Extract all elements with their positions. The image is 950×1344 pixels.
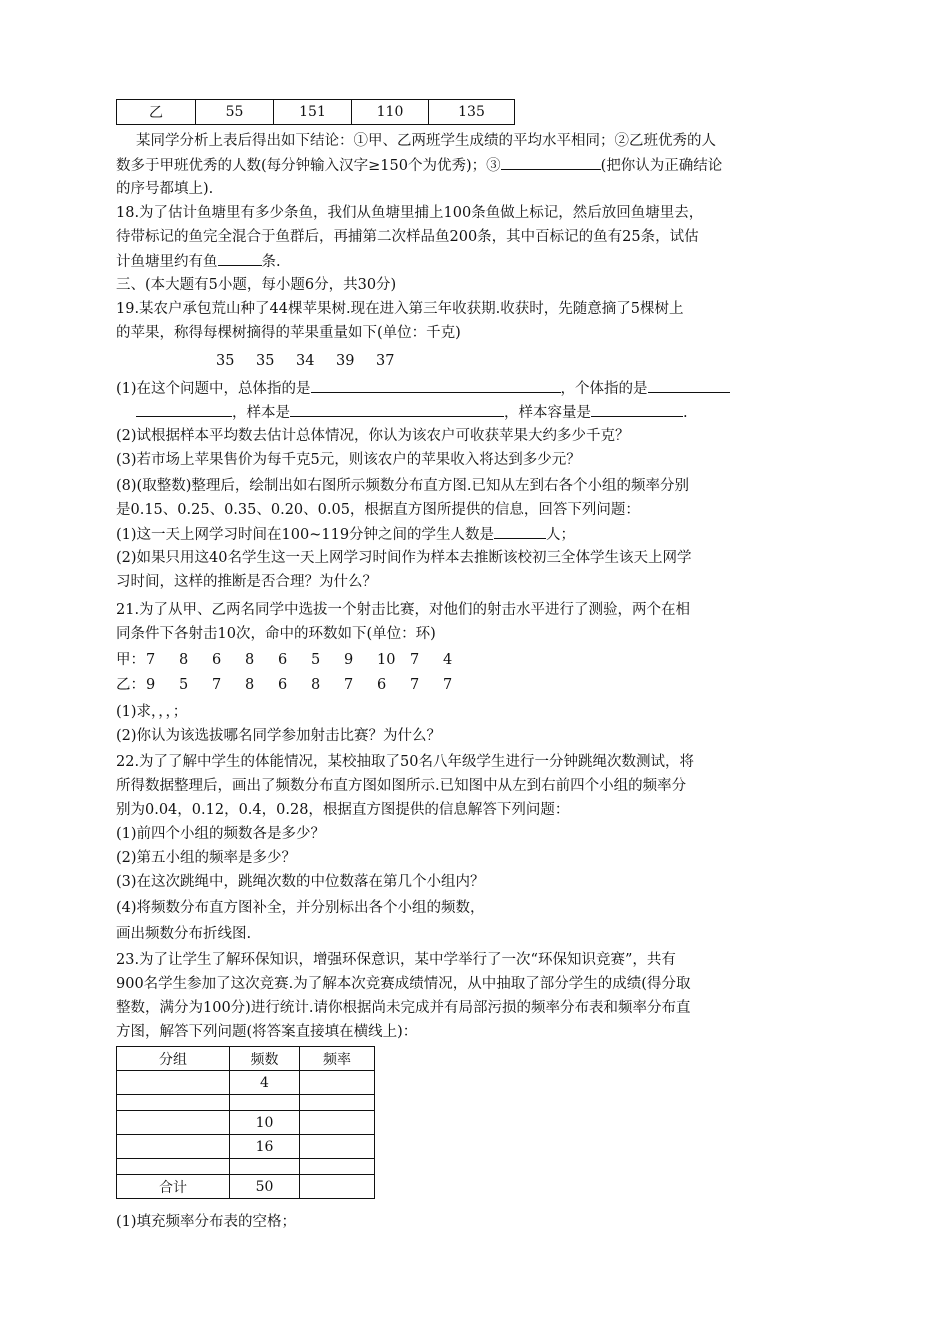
q23-text: 整数，满分为100分)进行统计.请你根据尚未完成并有局部污损的频率分布表和频率分布直 bbox=[116, 1000, 691, 1016]
score-table bbox=[116, 99, 515, 125]
table-cell[interactable] bbox=[300, 1071, 375, 1095]
table-row bbox=[117, 1071, 375, 1095]
q22-text: 所得数据整理后，画出了频数分布直方图如图所示.已知图中从左到右前四个小组的频率分 bbox=[116, 778, 687, 794]
section-heading: 三、(本大题有5小题，每小题6分，共30分) bbox=[116, 277, 397, 293]
q22-part4-cont: 画出频数分布折线图. bbox=[116, 926, 252, 942]
table-cell: 50 bbox=[230, 1175, 300, 1199]
table-cell[interactable] bbox=[300, 1095, 375, 1111]
q19-part2: (2)试根据样本平均数去估计总体情况，你认为该农户可收获苹果大约多少千克？ bbox=[116, 428, 630, 444]
q20-part1 bbox=[116, 522, 806, 546]
q20-text: 是0.15、0.25、0.35、0.20、0.05，根据直方图所提供的信息，回答下列问题： bbox=[116, 502, 640, 518]
answer-blank[interactable] bbox=[218, 249, 262, 266]
weights-row bbox=[216, 349, 906, 373]
answer-blank[interactable] bbox=[136, 400, 232, 417]
q22-part4: (4)将频数分布直方图补全，并分别标出各个小组的频数， bbox=[116, 900, 485, 916]
table-cell[interactable]: 10 bbox=[230, 1111, 300, 1135]
score-value: 6 bbox=[278, 677, 288, 693]
text-span: ，个体指的是 bbox=[560, 381, 648, 397]
score-value: 6 bbox=[377, 677, 387, 693]
answer-blank[interactable] bbox=[494, 522, 546, 539]
text-span: 数多于甲班优秀的人数(每分钟输入汉字≥150个为优秀)；③ bbox=[116, 158, 501, 174]
answer-blank[interactable] bbox=[311, 376, 561, 393]
q22-part2: (2)第五小组的频率是多少？ bbox=[116, 850, 297, 866]
q22-part3: (3)在这次跳绳中，跳绳次数的中位数落在第几个小组内？ bbox=[116, 874, 485, 890]
weight-value: 39 bbox=[336, 353, 355, 369]
q19-part1 bbox=[116, 376, 826, 400]
score-value: 5 bbox=[179, 677, 189, 693]
q22-text: 别为0.04，0.12，0.4，0.28，根据直方图提供的信息解答下列问题： bbox=[116, 802, 570, 818]
q20-part2: (2)如果只用这40名学生这一天上网学习时间作为样本去推断该校初三全体学生该天上网学 bbox=[116, 550, 692, 566]
score-value: 7 bbox=[212, 677, 222, 693]
table-cell[interactable] bbox=[117, 1095, 230, 1111]
table-header: 分组 bbox=[117, 1047, 230, 1071]
table-cell[interactable] bbox=[117, 1111, 230, 1135]
weight-value: 37 bbox=[376, 353, 395, 369]
score-value: 6 bbox=[212, 652, 222, 668]
table-row bbox=[117, 1159, 375, 1175]
table-cell[interactable] bbox=[300, 1159, 375, 1175]
q23-text: 23.为了让学生了解环保知识，增强环保意识，某中学举行了一次“环保知识竞赛”，共有 bbox=[116, 952, 676, 968]
table-cell[interactable] bbox=[300, 1111, 375, 1135]
answer-blank[interactable] bbox=[290, 400, 504, 417]
score-value: 8 bbox=[245, 677, 255, 693]
q21-part2: (2)你认为该选拔哪名同学参加射击比赛？为什么？ bbox=[116, 728, 442, 744]
table-cell[interactable] bbox=[117, 1135, 230, 1159]
score-value: 8 bbox=[311, 677, 321, 693]
q18-text bbox=[116, 249, 806, 273]
score-value: 9 bbox=[146, 677, 156, 693]
jia-scores bbox=[116, 648, 806, 672]
answer-blank[interactable] bbox=[501, 153, 601, 170]
q22-part1: (1)前四个小组的频数各是多少？ bbox=[116, 826, 326, 842]
score-value: 7 bbox=[443, 677, 453, 693]
score-value: 7 bbox=[410, 677, 420, 693]
text-span: 计鱼塘里约有鱼 bbox=[116, 254, 218, 270]
table-header: 频数 bbox=[230, 1047, 300, 1071]
score-value: 4 bbox=[443, 652, 453, 668]
table-cell[interactable]: 16 bbox=[230, 1135, 300, 1159]
score-value: 7 bbox=[410, 652, 420, 668]
weight-value: 34 bbox=[296, 353, 315, 369]
answer-blank[interactable] bbox=[591, 400, 683, 417]
text-span: (1)在这个问题中，总体指的是 bbox=[116, 381, 311, 397]
score-value: 7 bbox=[344, 677, 354, 693]
q21-text: 同条件下各射击10次，命中的环数如下(单位：环) bbox=[116, 626, 436, 642]
q21-text: 21.为了从甲、乙两名同学中选拔一个射击比赛，对他们的射击水平进行了测验，两个在相 bbox=[116, 602, 691, 618]
weight-value: 35 bbox=[256, 353, 275, 369]
q23-text: 方图，解答下列问题(将答案直接填在横线上)： bbox=[116, 1024, 418, 1040]
table-header: 频率 bbox=[300, 1047, 375, 1071]
table-cell: 110 bbox=[352, 100, 429, 125]
q23-text: 900名学生参加了这次竞赛.为了解本次竞赛成绩情况，从中抽取了部分学生的成绩(得分取 bbox=[116, 976, 691, 992]
score-value: 8 bbox=[245, 652, 255, 668]
score-value: 10 bbox=[377, 652, 396, 668]
row-label: 乙： bbox=[116, 677, 145, 693]
table-row bbox=[117, 1135, 375, 1159]
text-span: ，样本是 bbox=[232, 405, 290, 421]
table-header-row bbox=[117, 1047, 375, 1071]
table-row bbox=[117, 100, 515, 125]
table-cell[interactable] bbox=[230, 1159, 300, 1175]
weight-value: 35 bbox=[216, 353, 235, 369]
table-cell[interactable] bbox=[230, 1095, 300, 1111]
q23-part1: (1)填充频率分布表的空格； bbox=[116, 1214, 297, 1230]
table-cell: 乙 bbox=[117, 100, 196, 125]
q20-text: (8)(取整数)整理后，绘制出如右图所示频数分布直方图.已知从左到右各个小组的频率分别 bbox=[116, 478, 689, 494]
table-cell[interactable]: 4 bbox=[230, 1071, 300, 1095]
q17-text: 的序号都填上). bbox=[116, 181, 214, 197]
row-label: 甲： bbox=[116, 652, 145, 668]
score-value: 7 bbox=[146, 652, 156, 668]
score-value: 6 bbox=[278, 652, 288, 668]
table-cell[interactable] bbox=[300, 1175, 375, 1199]
text-span: ，样本容量是 bbox=[504, 405, 591, 421]
q22-text: 22.为了了解中学生的体能情况，某校抽取了50名八年级学生进行一分钟跳绳次数测试，将 bbox=[116, 754, 695, 770]
q18-text: 18.为了估计鱼塘里有多少条鱼，我们从鱼塘里捕上100条鱼做上标记，然后放回鱼塘里去， bbox=[116, 205, 704, 221]
text-span: (1)这一天上网学习时间在100~119分钟之间的学生人数是 bbox=[116, 527, 495, 543]
q21-part1: (1)求，，，； bbox=[116, 704, 188, 720]
q17-text bbox=[116, 153, 826, 177]
table-cell[interactable] bbox=[117, 1071, 230, 1095]
q20-part2: 习时间，这样的推断是否合理？为什么？ bbox=[116, 574, 377, 590]
table-row bbox=[117, 1095, 375, 1111]
q17-text: 某同学分析上表后得出如下结论：①甲、乙两班学生成绩的平均水平相同；②乙班优秀的人 bbox=[136, 133, 716, 149]
table-cell: 合计 bbox=[117, 1175, 230, 1199]
table-cell: 135 bbox=[429, 100, 515, 125]
text-span: 人； bbox=[546, 527, 576, 543]
text-span: . bbox=[683, 405, 688, 421]
table-cell: 151 bbox=[274, 100, 352, 125]
text-span: 条. bbox=[261, 254, 281, 270]
answer-blank[interactable] bbox=[648, 376, 730, 393]
table-total-row bbox=[117, 1175, 375, 1199]
q19-text: 的苹果，称得每棵树摘得的苹果重量如下(单位：千克) bbox=[116, 325, 461, 341]
table-row bbox=[117, 1111, 375, 1135]
table-cell[interactable] bbox=[117, 1159, 230, 1175]
q18-text: 待带标记的鱼完全混合于鱼群后，再捕第二次样品鱼200条，其中百标记的鱼有25条，试估 bbox=[116, 229, 699, 245]
table-cell[interactable] bbox=[300, 1135, 375, 1159]
q19-part1-cont bbox=[136, 400, 826, 424]
score-value: 5 bbox=[311, 652, 321, 668]
text-span: (把你认为正确结论 bbox=[600, 158, 723, 174]
frequency-table bbox=[116, 1046, 375, 1199]
q19-part3: (3)若市场上苹果售价为每千克5元，则该农户的苹果收入将达到多少元？ bbox=[116, 452, 581, 468]
yi-scores bbox=[116, 673, 806, 697]
score-value: 9 bbox=[344, 652, 354, 668]
q19-text: 19.某农户承包荒山种了44棵苹果树.现在进入第三年收获期.收获时，先随意摘了5棵树上 bbox=[116, 301, 684, 317]
score-value: 8 bbox=[179, 652, 189, 668]
table-cell: 55 bbox=[196, 100, 274, 125]
